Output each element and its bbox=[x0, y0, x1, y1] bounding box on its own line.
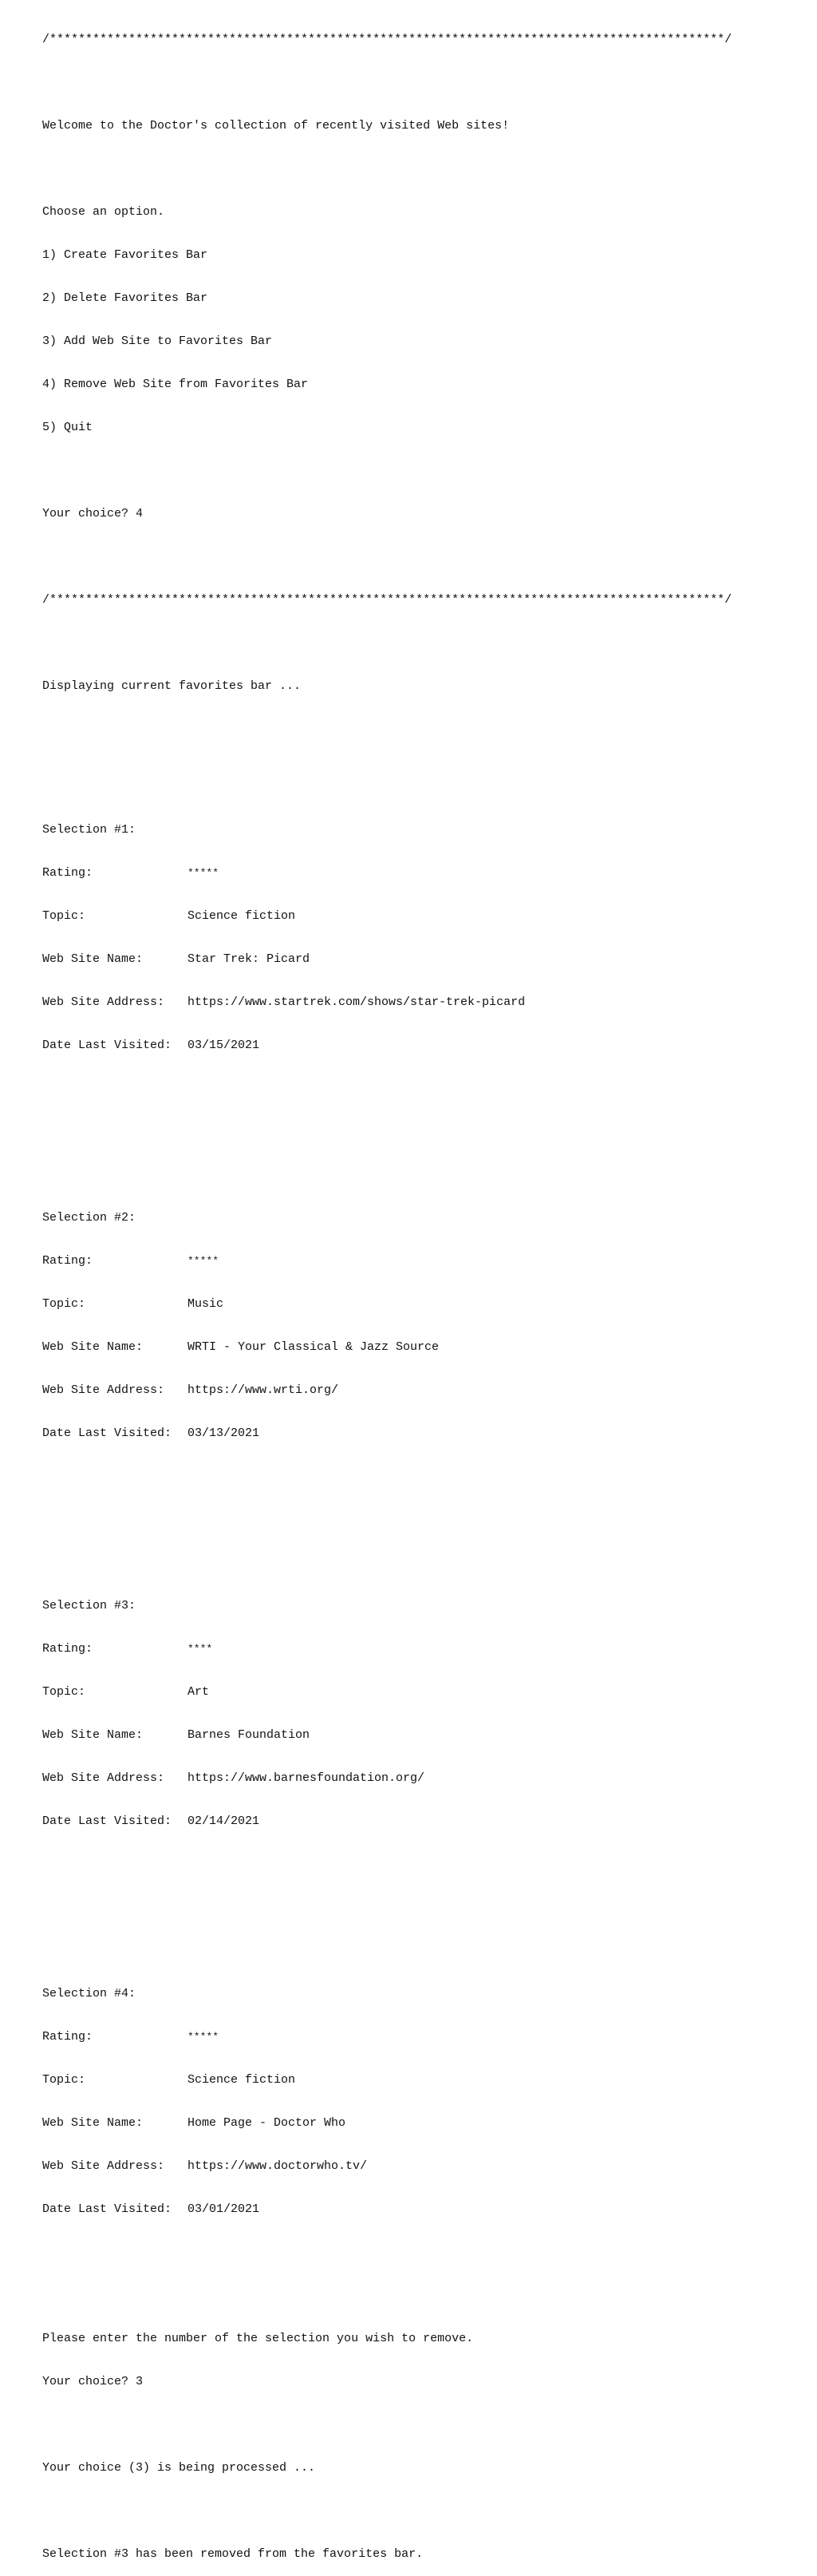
name-row bbox=[42, 1340, 808, 1355]
menu-option-quit: 5) Quit bbox=[42, 421, 93, 434]
menu-option-delete: 2) Delete Favorites Bar bbox=[42, 291, 208, 305]
date-value: 02/14/2021 bbox=[187, 1814, 260, 1828]
topic-value: Art bbox=[187, 1685, 210, 1699]
rating-value: ***** bbox=[187, 867, 219, 879]
field-label: Date Last Visited: bbox=[42, 2202, 172, 2216]
date-row bbox=[42, 1814, 808, 1829]
field-label: Web Site Address: bbox=[42, 2159, 165, 2173]
date-value: 03/01/2021 bbox=[187, 2202, 260, 2216]
menu-option-create: 1) Create Favorites Bar bbox=[42, 248, 208, 262]
site-address-value: https://www.doctorwho.tv/ bbox=[187, 2159, 368, 2173]
site-address-value: https://www.wrti.org/ bbox=[187, 1383, 339, 1397]
field-label: Web Site Address: bbox=[42, 1771, 165, 1785]
field-label: Date Last Visited: bbox=[42, 1039, 172, 1052]
field-label: Web Site Name: bbox=[42, 2116, 144, 2130]
name-row bbox=[42, 2116, 808, 2131]
welcome-message: Welcome to the Doctor's collection of recently visited Web sites! bbox=[42, 119, 510, 133]
address-row bbox=[42, 1771, 808, 1786]
address-row bbox=[42, 2159, 808, 2174]
field-label: Date Last Visited: bbox=[42, 1426, 172, 1440]
blank-line bbox=[42, 1110, 808, 1125]
selection-block bbox=[42, 1182, 808, 1470]
blank-line bbox=[42, 1498, 808, 1513]
field-label: Topic: bbox=[42, 2073, 86, 2087]
blank-line bbox=[42, 2504, 808, 2519]
name-row bbox=[42, 952, 808, 967]
blank-line bbox=[42, 722, 808, 737]
blank-line bbox=[42, 2418, 808, 2432]
field-label: Rating: bbox=[42, 1254, 93, 1268]
site-name-value: Barnes Foundation bbox=[187, 1728, 310, 1742]
rating-value: ***** bbox=[187, 1255, 219, 1267]
date-row bbox=[42, 2202, 808, 2217]
rating-value: **** bbox=[187, 1643, 213, 1655]
result-message: Selection #3 has been removed from the favorites bar. bbox=[42, 2547, 424, 2561]
topic-value: Science fiction bbox=[187, 909, 296, 923]
selection-header: Selection #1: bbox=[42, 823, 136, 837]
date-value: 03/15/2021 bbox=[187, 1039, 260, 1052]
selection-block bbox=[42, 794, 808, 1082]
topic-row bbox=[42, 1297, 808, 1312]
field-label: Web Site Address: bbox=[42, 995, 165, 1009]
topic-row bbox=[42, 909, 808, 924]
site-name-value: WRTI - Your Classical & Jazz Source bbox=[187, 1340, 440, 1354]
topic-value: Science fiction bbox=[187, 2073, 296, 2087]
separator-line: /**********************************************************************************************/ bbox=[42, 593, 732, 607]
field-label: Web Site Name: bbox=[42, 952, 144, 966]
topic-row bbox=[42, 2073, 808, 2087]
selection-header: Selection #4: bbox=[42, 1987, 136, 2000]
address-row bbox=[42, 1383, 808, 1398]
blank-line bbox=[42, 636, 808, 651]
blank-line bbox=[42, 1886, 808, 1901]
selection-header: Selection #3: bbox=[42, 1599, 136, 1612]
selection-block bbox=[42, 1958, 808, 2246]
menu-choice: Your choice? 4 bbox=[42, 507, 144, 520]
site-name-value: Star Trek: Picard bbox=[187, 952, 310, 966]
blank-line bbox=[42, 162, 808, 176]
rating-row bbox=[42, 1254, 808, 1268]
date-value: 03/13/2021 bbox=[187, 1426, 260, 1440]
site-name-value: Home Page - Doctor Who bbox=[187, 2116, 346, 2130]
blank-line bbox=[42, 550, 808, 564]
topic-row bbox=[42, 1685, 808, 1700]
field-label: Rating: bbox=[42, 2030, 93, 2044]
field-label: Web Site Name: bbox=[42, 1728, 144, 1742]
menu-option-remove: 4) Remove Web Site from Favorites Bar bbox=[42, 378, 309, 391]
remove-prompt: Please enter the number of the selection you wish to remove. bbox=[42, 2332, 474, 2345]
rating-row bbox=[42, 1642, 808, 1656]
date-row bbox=[42, 1426, 808, 1441]
selection-block bbox=[42, 1570, 808, 1858]
menu-prompt: Choose an option. bbox=[42, 205, 165, 219]
field-label: Topic: bbox=[42, 1685, 86, 1699]
field-label: Topic: bbox=[42, 909, 86, 923]
separator-line: /**********************************************************************************************/ bbox=[42, 33, 732, 46]
name-row bbox=[42, 1728, 808, 1743]
rating-row bbox=[42, 2030, 808, 2044]
blank-line bbox=[42, 2274, 808, 2289]
field-label: Topic: bbox=[42, 1297, 86, 1311]
console-output bbox=[42, 4, 808, 2576]
processing-message: Your choice (3) is being processed ... bbox=[42, 2461, 316, 2475]
field-label: Web Site Address: bbox=[42, 1383, 165, 1397]
selection-header: Selection #2: bbox=[42, 1211, 136, 1225]
field-label: Rating: bbox=[42, 1642, 93, 1656]
blank-line bbox=[42, 464, 808, 478]
display-header: Displaying current favorites bar ... bbox=[42, 679, 302, 693]
date-row bbox=[42, 1039, 808, 1053]
address-row bbox=[42, 995, 808, 1010]
rating-value: ***** bbox=[187, 2031, 219, 2043]
field-label: Web Site Name: bbox=[42, 1340, 144, 1354]
rating-row bbox=[42, 866, 808, 880]
blank-line bbox=[42, 76, 808, 90]
field-label: Rating: bbox=[42, 866, 93, 880]
site-address-value: https://www.barnesfoundation.org/ bbox=[187, 1771, 425, 1785]
topic-value: Music bbox=[187, 1297, 224, 1311]
site-address-value: https://www.startrek.com/shows/star-trek-picard bbox=[187, 995, 526, 1009]
menu-option-add: 3) Add Web Site to Favorites Bar bbox=[42, 334, 273, 348]
field-label: Date Last Visited: bbox=[42, 1814, 172, 1828]
remove-choice: Your choice? 3 bbox=[42, 2375, 144, 2388]
